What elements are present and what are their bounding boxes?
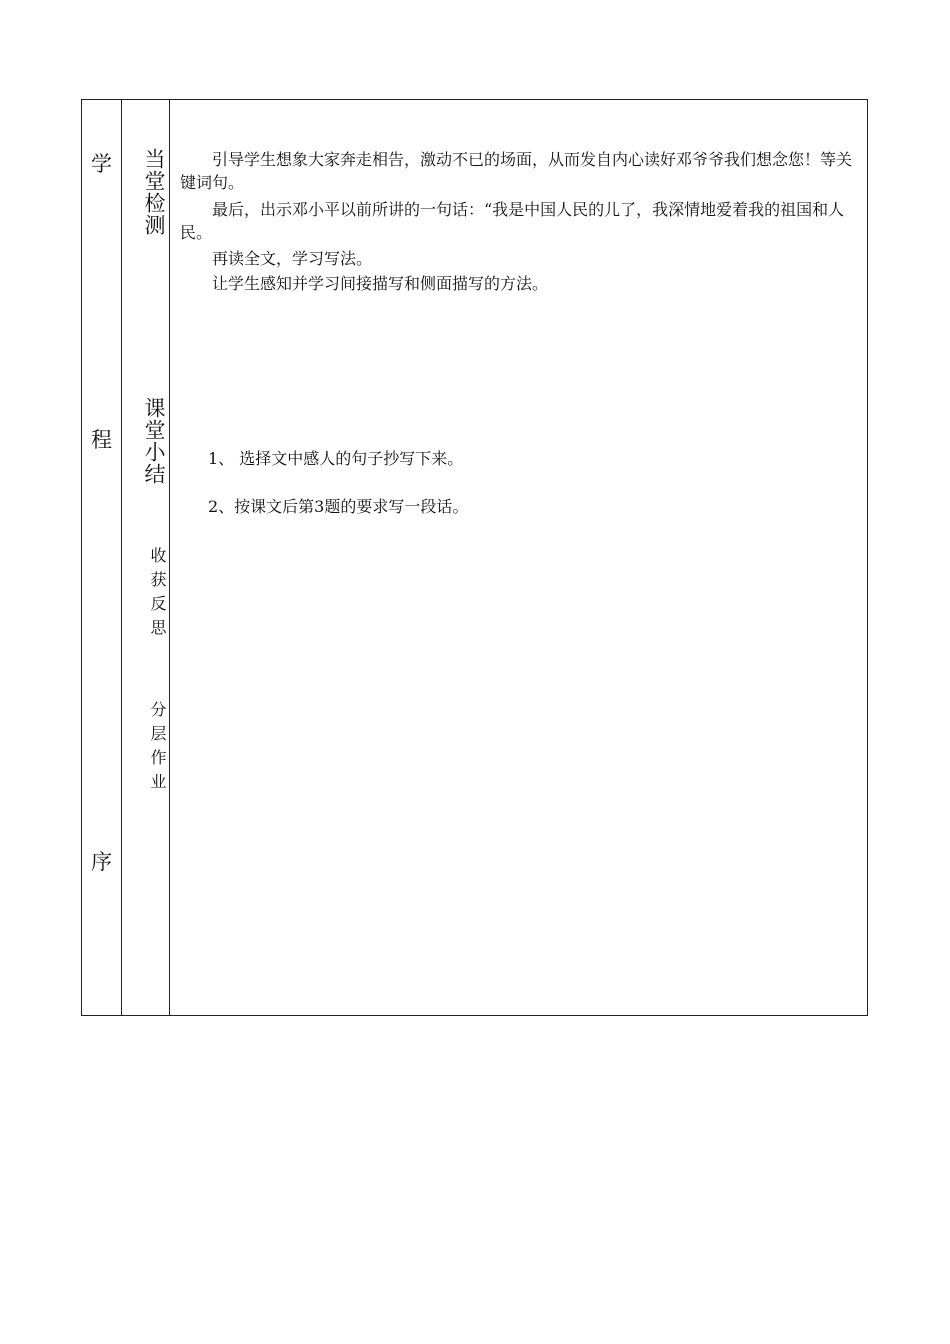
content-paragraph-1: 引导学生想象大家奔走相告，激动不已的场面，从而发自内心读好邓爷爷我们想念您！等关键词句。 bbox=[180, 150, 853, 192]
lesson-plan-table bbox=[81, 99, 868, 1016]
content-paragraph-4: 让学生感知并学习间接描写和侧面描写的方法。 bbox=[212, 274, 549, 293]
side-label-xu: 序 bbox=[91, 850, 112, 874]
side-label-cheng: 程 bbox=[91, 428, 112, 452]
content-paragraph-2: 最后，出示邓小平以前所讲的一句话：“我是中国人民的儿了，我深情地爱着我的祖国和人民。 bbox=[180, 200, 845, 242]
label-fenceng-zuoye: 分层作业 bbox=[148, 701, 167, 797]
content-paragraph-3: 再读全文，学习写法。 bbox=[212, 249, 373, 268]
process-column bbox=[82, 100, 122, 1015]
label-ketang-xiaojie: 课堂小结 bbox=[142, 397, 166, 485]
label-shouhuo-fansi: 收获反思 bbox=[148, 547, 167, 643]
content-column bbox=[170, 100, 867, 1015]
label-dangtang-jiance: 当堂检测 bbox=[142, 148, 166, 236]
homework-item-1: 1、 选择文中感人的句子抄写下来。 bbox=[208, 449, 464, 468]
homework-item-2: 2、按课文后第3题的要求写一段话。 bbox=[208, 497, 469, 516]
section-column bbox=[122, 100, 170, 1015]
side-label-xue: 学 bbox=[91, 152, 112, 176]
